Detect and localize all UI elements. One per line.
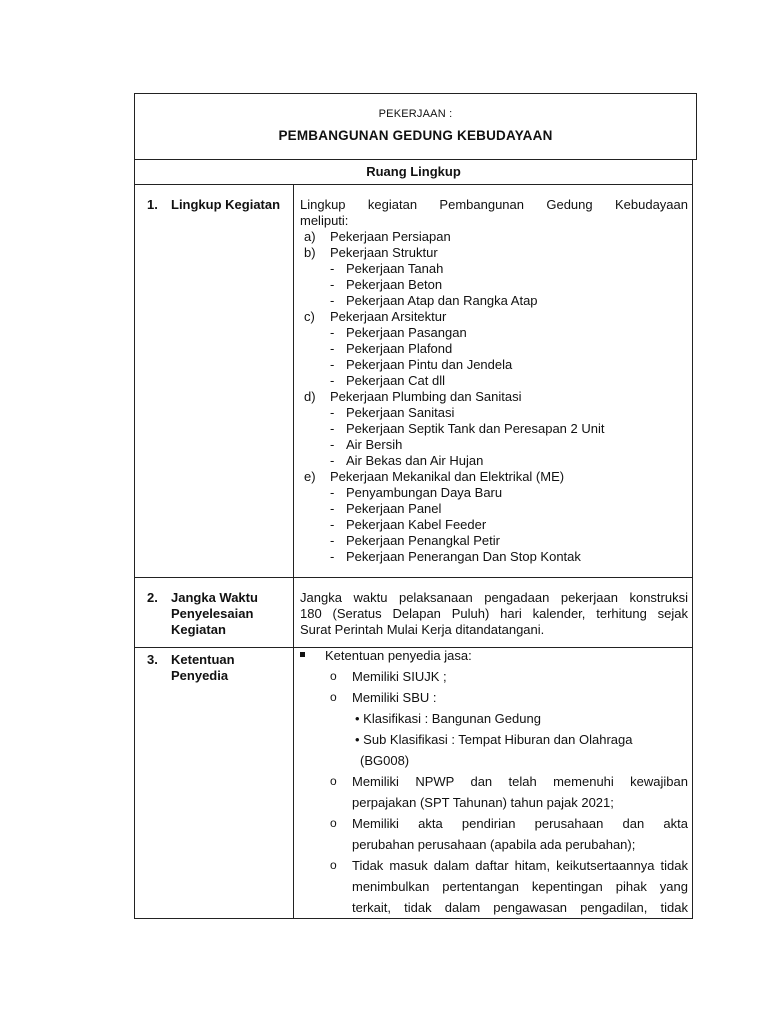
scope-table [134, 184, 693, 919]
sub-item: - Pekerjaan Plafond [330, 341, 453, 356]
sub-item: - Pekerjaan Pintu dan Jendela [330, 357, 513, 372]
requirement-item: o Tidak masuk dalam daftar hitam, keikutsertaannya tidak [300, 855, 688, 876]
sub-item: - Air Bersih [330, 437, 403, 452]
intro-line: meliputi: [300, 213, 349, 228]
header-box [134, 93, 697, 160]
row-label: Jangka Waktu Penyelesaian Kegiatan [171, 590, 258, 637]
section-header [134, 159, 693, 185]
requirement-cont: menimbulkan pertentangan kepentingan pihak yang [352, 879, 688, 894]
list-item: a) Pekerjaan Persiapan [304, 229, 451, 244]
sub-requirement-cont: (BG008) [360, 753, 410, 768]
sub-item: - Pekerjaan Pasangan [330, 325, 467, 340]
table-bottom-border [135, 918, 692, 919]
sub-item: - Pekerjaan Cat dll [330, 373, 445, 388]
requirement-cont: perpajakan (SPT Tahunan) tahun pajak 2021; [352, 795, 614, 810]
row-content-cell [300, 197, 688, 565]
row-label: Lingkup Kegiatan [171, 197, 281, 212]
sub-requirement: • Klasifikasi : Bangunan Gedung [355, 711, 541, 726]
pekerjaan-label: PEKERJAAN : [378, 108, 453, 120]
row-number: 3. [147, 652, 158, 667]
sub-requirement: • Sub Klasifikasi : Tempat Hiburan dan Olahraga [355, 732, 633, 747]
table-row-jangka-waktu [135, 577, 692, 647]
requirement-cont: terkait, tidak dalam pengawasan pengadilan, tidak [352, 900, 688, 915]
paragraph-line: Surat Perintah Mulai Kerja ditandatangani. [300, 622, 545, 637]
list-item: c) Pekerjaan Arsitektur [304, 309, 447, 324]
sub-item: - Pekerjaan Tanah [330, 261, 444, 276]
row-content-cell [300, 645, 688, 918]
requirement-cont: perubahan perusahaan (apabila ada perubahan); [352, 837, 636, 852]
list-item: e) Pekerjaan Mekanikal dan Elektrikal (ME) [304, 469, 565, 484]
sub-item: - Pekerjaan Sanitasi [330, 405, 455, 420]
row-number: 2. [147, 590, 158, 605]
sub-item: - Penyambungan Daya Baru [330, 485, 503, 500]
list-item: b) Pekerjaan Struktur [304, 245, 438, 260]
sub-item: - Pekerjaan Kabel Feeder [330, 517, 487, 532]
sub-item: - Pekerjaan Atap dan Rangka Atap [330, 293, 538, 308]
circle-bullet-icon: o [330, 774, 337, 788]
square-bullet-icon [300, 652, 305, 657]
list-item: d) Pekerjaan Plumbing dan Sanitasi [304, 389, 522, 404]
requirement-item: o Memiliki SBU : [300, 687, 688, 708]
requirement-item: o Memiliki akta pendirian perusahaan dan akta [300, 813, 688, 834]
sub-item: - Air Bekas dan Air Hujan [330, 453, 484, 468]
paragraph-line: 180 (Seratus Delapan Puluh) hari kalender, terhitung sejak [300, 606, 688, 621]
sub-item: - Pekerjaan Septik Tank dan Peresapan 2 Unit [330, 421, 605, 436]
table-row-lingkup-kegiatan [135, 184, 692, 577]
circle-bullet-icon: o [330, 690, 337, 704]
requirements-heading: Ketentuan penyedia jasa: [300, 645, 688, 666]
sub-item: - Pekerjaan Panel [330, 501, 442, 516]
circle-bullet-icon: o [330, 858, 337, 872]
table-row-ketentuan-penyedia [135, 647, 692, 919]
sub-item: - Pekerjaan Penangkal Petir [330, 533, 500, 548]
requirement-item: o Memiliki SIUJK ; [300, 666, 688, 687]
circle-bullet-icon: o [330, 816, 337, 830]
requirement-item: o Memiliki NPWP dan telah memenuhi kewajiban [300, 771, 688, 792]
intro-line: Lingkup kegiatan Pembangunan Gedung Kebudayaan [300, 197, 688, 212]
row-label: Ketentuan Penyedia [171, 652, 235, 683]
sub-item: - Pekerjaan Penerangan Dan Stop Kontak [330, 549, 581, 564]
circle-bullet-icon: o [330, 669, 337, 683]
section-title: Ruang Lingkup [366, 164, 461, 179]
row-number: 1. [147, 197, 158, 212]
sub-item: - Pekerjaan Beton [330, 277, 443, 292]
row-content-cell [300, 590, 688, 638]
project-title: PEMBANGUNAN GEDUNG KEBUDAYAAN [278, 128, 553, 143]
paragraph-line: Jangka waktu pelaksanaan pengadaan pekerjaan konstruksi [300, 590, 688, 605]
